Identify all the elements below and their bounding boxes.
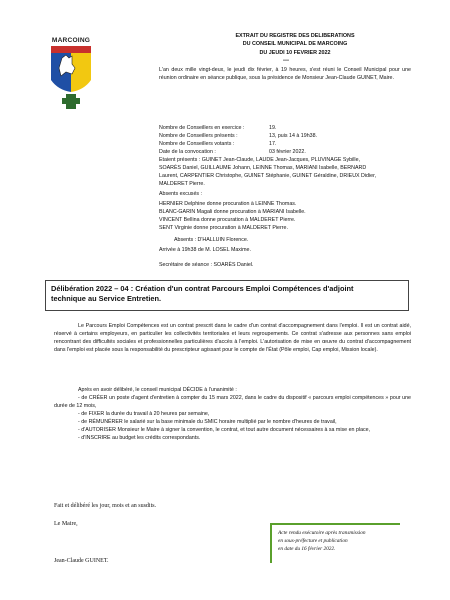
deliberation-title-line-1: Délibération 2022 – 04 : Création d'un contrat Parcours Emploi Compétences d'adjoint	[51, 284, 354, 293]
count-value: 17.	[269, 141, 277, 147]
stamp-line: en date du 16 février 2022.	[278, 546, 336, 552]
deliberation-title-box	[45, 280, 409, 311]
logo-town-name: MARCOING	[51, 37, 91, 44]
absents-excuses	[159, 191, 414, 233]
stamp-line: en sous-préfecture et publication	[278, 538, 348, 544]
count-label: Nombre de Conseillers présents :	[159, 133, 238, 139]
header-line-2: DU CONSEIL MUNICIPAL DE MARCOING	[242, 41, 348, 48]
signatory-name: Jean-Claude GUINET.	[54, 558, 109, 564]
decision-intro: Après en avoir délibéré, le conseil municipal DÉCIDE à l'unanimité :	[78, 387, 237, 393]
deliberation-title-line-2: technique au Service Entretien.	[51, 294, 162, 303]
decision-item: - d'AUTORISER Monsieur le Maire à signer la convention, le contrat, et tout autre document nécessaires à sa mise en place,	[78, 427, 371, 434]
count-value: 19.	[269, 125, 277, 131]
absent-line: HERNIER Delphine donne procuration à LEINNE Thomas.	[159, 200, 297, 207]
count-value: 13, puis 14 à 19h38.	[269, 133, 318, 139]
arrival-note: Arrivée à 19h38 de M. LOSEL Maxime.	[159, 247, 251, 253]
secretary-note: Secrétaire de séance : SOARÈS Daniel.	[159, 262, 254, 268]
count-row	[159, 132, 317, 140]
count-label: Nombre de Conseillers en exercice :	[159, 125, 245, 131]
body-paragraph: Le Parcours Emploi Compétences est un contrat prescrit dans le cadre d'un contrat d'accompagnement dans l'emploi. Il est un contrat aidé, réservé à certains employeurs, en particulier les collectivités territoriales et leurs regroupements. Ce contrat s'adresse aux personnes sans emploi rencontrant des difficultés sociales et professionnelles particulières d'accès à l'emploi. L'autorisation de mise en œuvre du contrat d'accompagnement dans l'emploi est placée sous la responsabilité du prescripteur agissant pour le compte de l'État (Pôle emploi, Cap emploi, Mission locale).	[54, 323, 411, 354]
mayor-label: Le Maire,	[54, 521, 78, 527]
presents-list	[159, 157, 414, 189]
presents-line: Laurent, CARPENTIER Christophe, GUINET Stéphanie, GUINET Géraldine, DRIEUX Didier,	[159, 172, 377, 179]
stamp-line: Acte rendu exécutoire après transmission	[278, 530, 366, 536]
absent-line: VINCENT Bellina donne procuration à MALDERET Pierre.	[159, 216, 296, 223]
decision-item: - d'INSCRIRE au budget les crédits correspondants.	[78, 435, 201, 442]
register-header	[180, 32, 410, 57]
header-line-3: DU JEUDI 10 FEVRIER 2022	[259, 49, 331, 56]
presents-line: Etaient présents : GUINET Jean-Claude, LAUDE Jean-Jacques, PLUVINAGE Sybille,	[159, 157, 360, 163]
count-row	[159, 148, 306, 156]
header-line-1: EXTRAIT DU REGISTRE DES DELIBERATIONS	[235, 33, 355, 39]
decision-item: - de FIXER la durée du travail à 20 heures par semaine,	[78, 411, 210, 418]
town-logo	[48, 37, 94, 117]
coat-of-arms-icon	[48, 44, 94, 112]
decision-item: - de CRÉER un poste d'agent d'entretien à compter du 15 mars 2022, dans le cadre du dispositif « parcours emploi compétences » pour une durée de 12 mois,	[54, 395, 411, 410]
absents-title: Absents excusés :	[159, 191, 202, 197]
count-row	[159, 140, 276, 148]
intro-paragraph: L'an deux mille vingt-deux, le jeudi dix février, à 19 heures, s'est réuni le Conseil Municipal pour une réunion ordinaire en séance publique, sous la présidence de Monsieur Jean-Claude GUINET, Maire.	[159, 67, 411, 81]
presents-line: MALDERET Pierre.	[159, 180, 205, 187]
count-value: 03 février 2022.	[269, 149, 306, 155]
header-separator: ---	[283, 58, 289, 64]
count-label: Nombre de Conseillers votants :	[159, 141, 235, 147]
presents-line: SOARÈS Daniel, GUILLAUME Johann, LEINNE Thomas, MARIANI Isabelle, BERNARD	[159, 164, 367, 171]
decision-list	[54, 394, 411, 443]
closing-line: Fait et délibéré les jour, mois et an susdits.	[54, 503, 157, 509]
count-label: Date de la convocation :	[159, 149, 216, 155]
absent-note: Absents : D'HALLUIN Florence.	[174, 237, 249, 243]
absent-line: SENT Virginie donne procuration à MALDERET Pierre.	[159, 224, 288, 231]
count-row	[159, 124, 276, 132]
executory-stamp	[270, 523, 400, 563]
absent-line: BLANC-GARIN Magali donne procuration à MARIANI Isabelle.	[159, 208, 306, 215]
decision-item: - de RÉMUNÉRER le salarié sur la base minimale du SMIC horaire multiplié par le nombre d'heures de travail,	[78, 419, 337, 426]
